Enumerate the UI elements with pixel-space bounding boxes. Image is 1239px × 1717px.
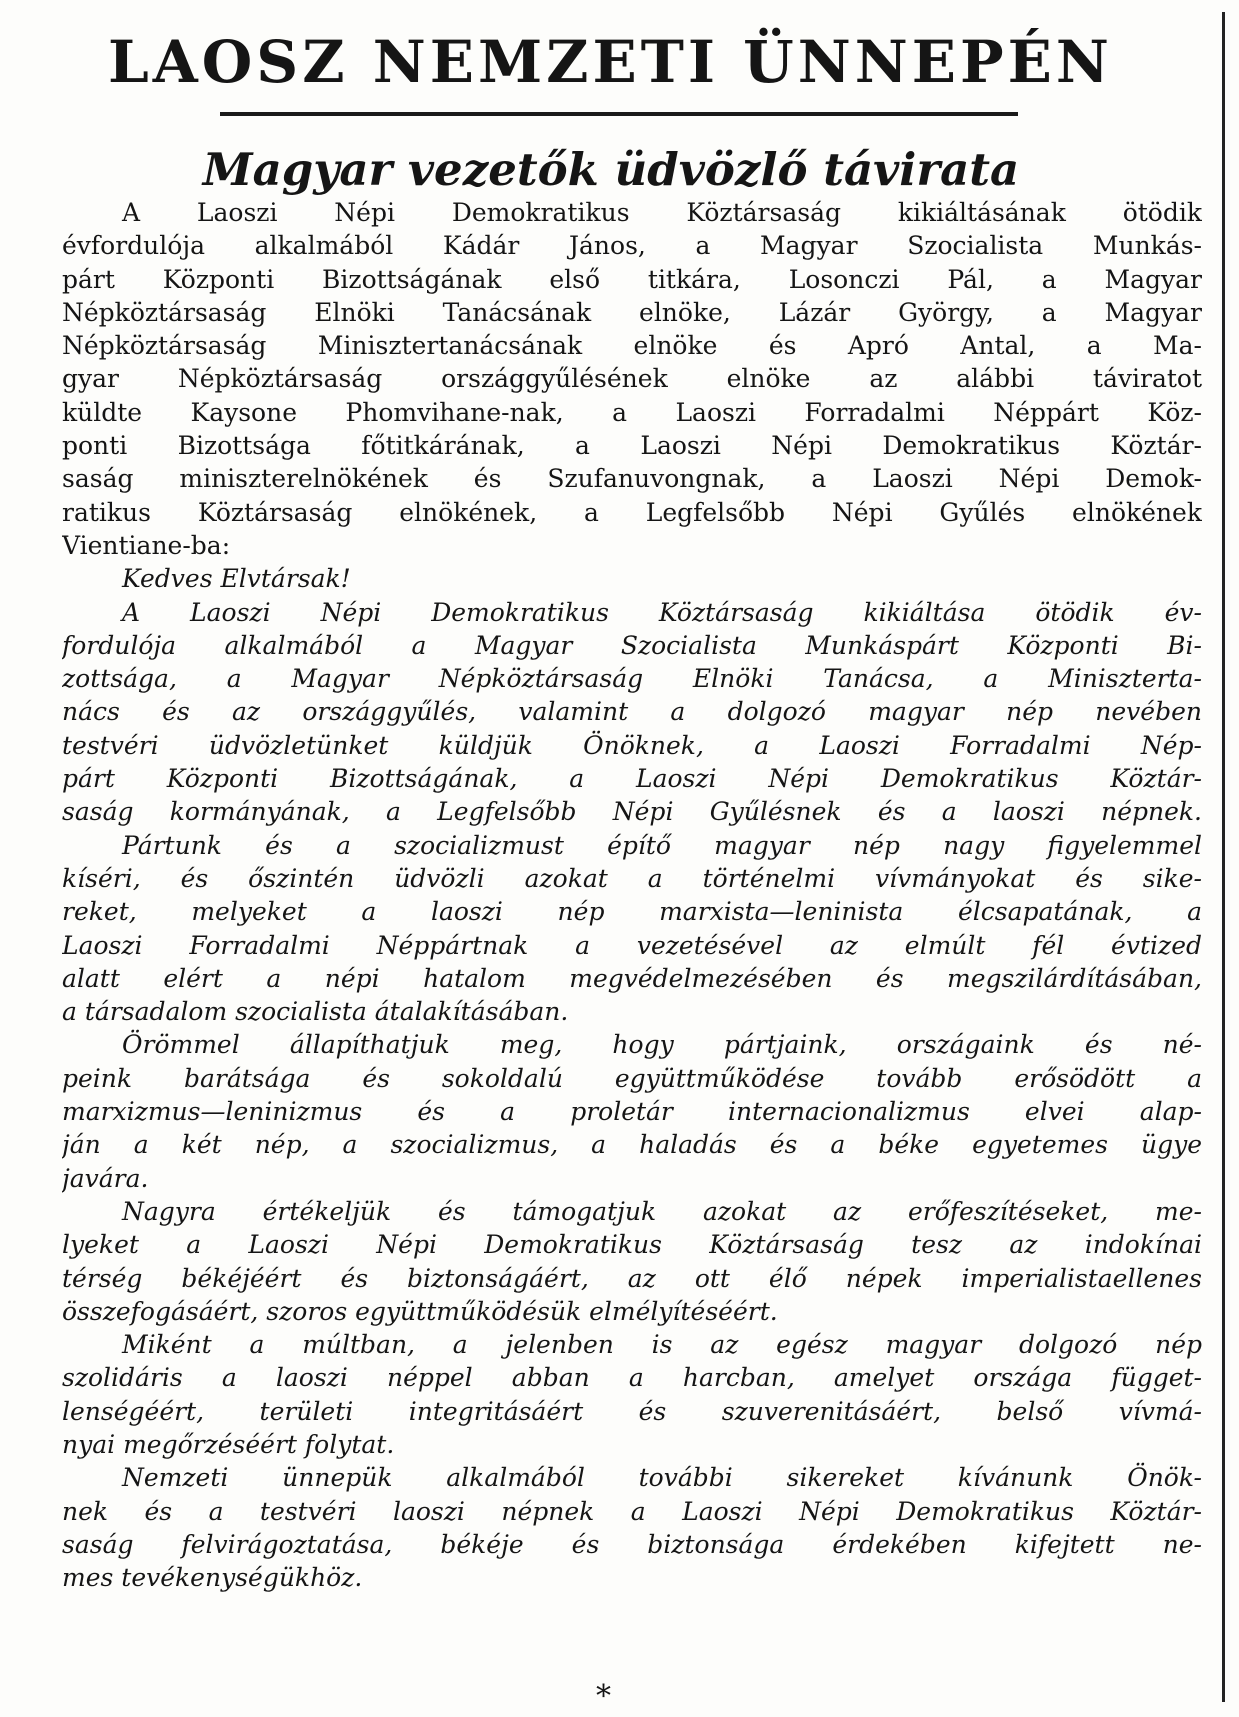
body-line: A Laoszi Népi Demokratikus Köztársaság kikiáltása ötödik év- [122, 597, 1202, 627]
body-line: ponti Bizottsága főtitkárának, a Laoszi Népi Demokratikus Köztár- [62, 431, 1202, 461]
body-line: szolidáris a laoszi néppel abban a harcban, amelyet országa függet- [62, 1363, 1202, 1393]
body-line: évfordulója alkalmából Kádár János, a Magyar Szocialista Munkás- [62, 231, 1202, 261]
body-line: küldte Kaysone Phomvihane-nak, a Laoszi Forradalmi Néppárt Köz- [62, 397, 1202, 427]
body-line: párt Központi Bizottságának első titkára, Losonczi Pál, a Magyar [62, 264, 1202, 294]
body-line: gyar Népköztársaság országgyűlésének elnöke az alábbi táviratot [62, 364, 1202, 394]
body-line: javára. [62, 1163, 149, 1193]
body-line: Miként a múltban, a jelenben is az egész magyar dolgozó nép [122, 1330, 1202, 1360]
end-mark: * [596, 1679, 611, 1714]
column-rule [1222, 12, 1225, 1702]
headline-underline [220, 112, 1018, 116]
body-line: összefogásáért, szoros együttműködésük elmélyítéséért. [62, 1296, 778, 1326]
body-line: zottsága, a Magyar Népköztársaság Elnöki Tanácsa, a Miniszterta- [62, 664, 1202, 694]
body-line: lyeket a Laoszi Népi Demokratikus Köztársaság tesz az indokínai [62, 1230, 1202, 1260]
body-line: testvéri üdvözletünket küldjük Önöknek, a Laoszi Forradalmi Nép- [62, 730, 1202, 760]
body-line: Nagyra értékeljük és támogatjuk azokat az erőfeszítéseket, me- [122, 1196, 1202, 1226]
subheadline: Magyar vezetők üdvözlő távirata [202, 143, 1020, 196]
body-line: párt Központi Bizottságának, a Laoszi Népi Demokratikus Köztár- [62, 764, 1202, 794]
body-line: Pártunk és a szocializmust építő magyar nép nagy figyelemmel [122, 830, 1202, 860]
body-line: a társadalom szocialista átalakításában. [62, 997, 569, 1027]
body-line: fordulója alkalmából a Magyar Szocialista Munkáspárt Központi Bi- [62, 630, 1202, 660]
body-line: saság kormányának, a Legfelsőbb Népi Gyűlésnek és a laoszi népnek. [62, 797, 1202, 827]
article-body [62, 196, 1202, 1594]
body-line: Laoszi Forradalmi Néppártnak a vezetésével az elmúlt fél évtized [62, 930, 1202, 960]
body-line: ratikus Köztársaság elnökének, a Legfelsőbb Népi Gyűlés elnökének [62, 497, 1202, 527]
headline: LAOSZ NEMZETI ÜNNEPÉN [108, 28, 1113, 96]
body-line: Népköztársaság Elnöki Tanácsának elnöke, Lázár György, a Magyar [62, 297, 1202, 327]
body-line: A Laoszi Népi Demokratikus Köztársaság kikiáltásának ötödik [122, 198, 1202, 227]
body-line: Népköztársaság Minisztertanácsának elnöke és Apró Antal, a Ma- [62, 331, 1202, 361]
body-line: saság miniszterelnökének és Szufanuvongnak, a Laoszi Népi Demok- [62, 464, 1202, 494]
body-line: nek és a testvéri laoszi népnek a Laoszi Népi Demokratikus Köztár- [62, 1496, 1202, 1526]
body-line: nács és az országgyűlés, valamint a dolgozó magyar nép nevében [62, 697, 1202, 727]
body-line: Örömmel állapíthatjuk meg, hogy pártjaink, országaink és né- [122, 1030, 1202, 1060]
body-line: alatt elért a népi hatalom megvédelmezésében és megszilárdításában, [62, 963, 1202, 993]
body-line: marxizmus—leninizmus és a proletár internacionalizmus elvei alap- [62, 1097, 1202, 1127]
body-line: térség békéjéért és biztonságáért, az ott élő népek imperialistaellenes [62, 1263, 1202, 1293]
body-line: Vientiane-ba: [62, 530, 231, 560]
body-line: mes tevékenységükhöz. [62, 1563, 363, 1593]
body-line: Nemzeti ünnepük alkalmából további sikereket kívánunk Önök- [122, 1463, 1202, 1493]
body-line: nyai megőrzéséért folytat. [62, 1429, 395, 1459]
body-line: saság felvirágoztatása, békéje és biztonsága érdekében kifejtett ne- [62, 1529, 1202, 1559]
body-line: peink barátsága és sokoldalú együttműködése tovább erősödött a [62, 1063, 1202, 1093]
body-line: reket, melyeket a laoszi nép marxista—leninista élcsapatának, a [62, 897, 1202, 927]
body-line: ján a két nép, a szocializmus, a haladás és a béke egyetemes ügye [62, 1130, 1202, 1160]
body-line: kíséri, és őszintén üdvözli azokat a történelmi vívmányokat és sike- [62, 863, 1202, 893]
salutation: Kedves Elvtársak! [122, 564, 351, 594]
body-line: lenségéért, területi integritásáért és szuverenitásáért, belső vívmá- [62, 1396, 1202, 1426]
